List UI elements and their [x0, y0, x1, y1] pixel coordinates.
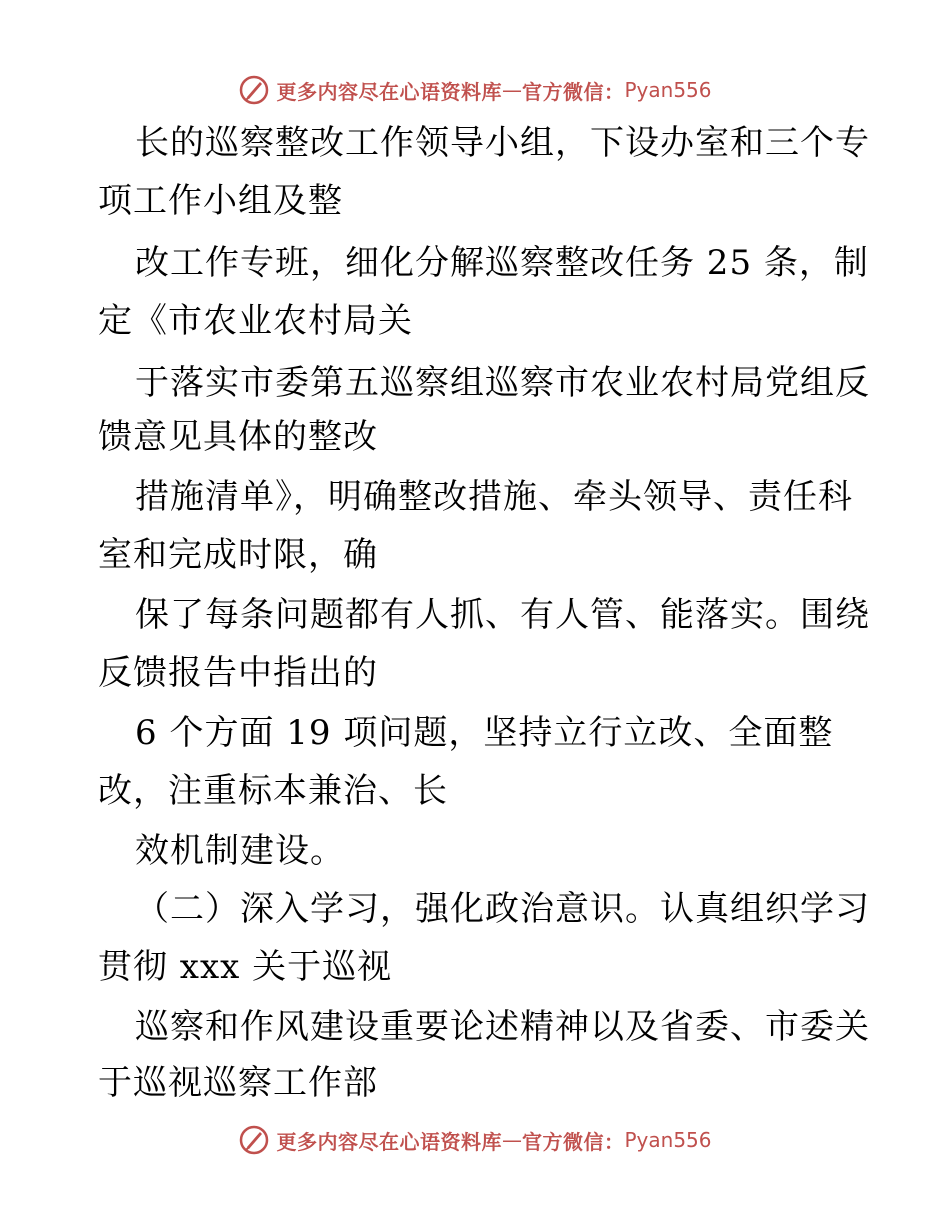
body-line: 项工作小组及整 [98, 181, 343, 221]
body-line: 于巡视巡察工作部 [98, 1063, 378, 1103]
body-line: 于落实市委第五巡察组巡察市农业农村局党组反 [135, 363, 870, 403]
body-line: 贯彻 xxx 关于巡视 [98, 947, 393, 987]
body-line: 馈意见具体的整改 [98, 417, 378, 457]
watermark-wechat-id: Pyan556 [624, 1128, 712, 1152]
body-line: 反馈报告中指出的 [98, 653, 378, 693]
quill-logo-icon [238, 74, 270, 106]
body-line: 改，注重标本兼治、长 [98, 771, 448, 811]
body-line: 定《市农业农村局关 [98, 301, 413, 341]
body-line: 室和完成时限，确 [98, 535, 378, 575]
footer-watermark [0, 1120, 950, 1160]
watermark-separator: — [501, 1128, 522, 1152]
body-line: 效机制建设。 [135, 831, 345, 871]
body-line: 巡察和作风建设重要论述精神以及省委、市委关 [135, 1007, 870, 1047]
body-line: 措施清单》，明确整改措施、牵头领导、责任科 [135, 477, 853, 517]
watermark-brand: 更多内容尽在心语资料库 [276, 1129, 502, 1154]
body-line: 改工作专班，细化分解巡察整改任务 25 条，制 [135, 243, 869, 283]
header-watermark [0, 70, 950, 110]
watermark-brand: 更多内容尽在心语资料库 [276, 79, 502, 104]
body-line: 6 个方面 19 项问题，坚持立行立改、全面整 [135, 713, 834, 753]
watermark-wechat-id: Pyan556 [624, 78, 712, 102]
watermark-official: 官方微信： [521, 1129, 625, 1154]
body-line: 保了每条问题都有人抓、有人管、能落实。围绕 [135, 595, 870, 635]
watermark-separator: — [501, 78, 522, 102]
body-line: （二）深入学习，强化政治意识。认真组织学习 [135, 889, 870, 929]
body-line: 长的巡察整改工作领导小组，下设办室和三个专 [135, 123, 870, 163]
watermark-official: 官方微信： [521, 79, 625, 104]
quill-logo-icon [238, 1124, 270, 1156]
